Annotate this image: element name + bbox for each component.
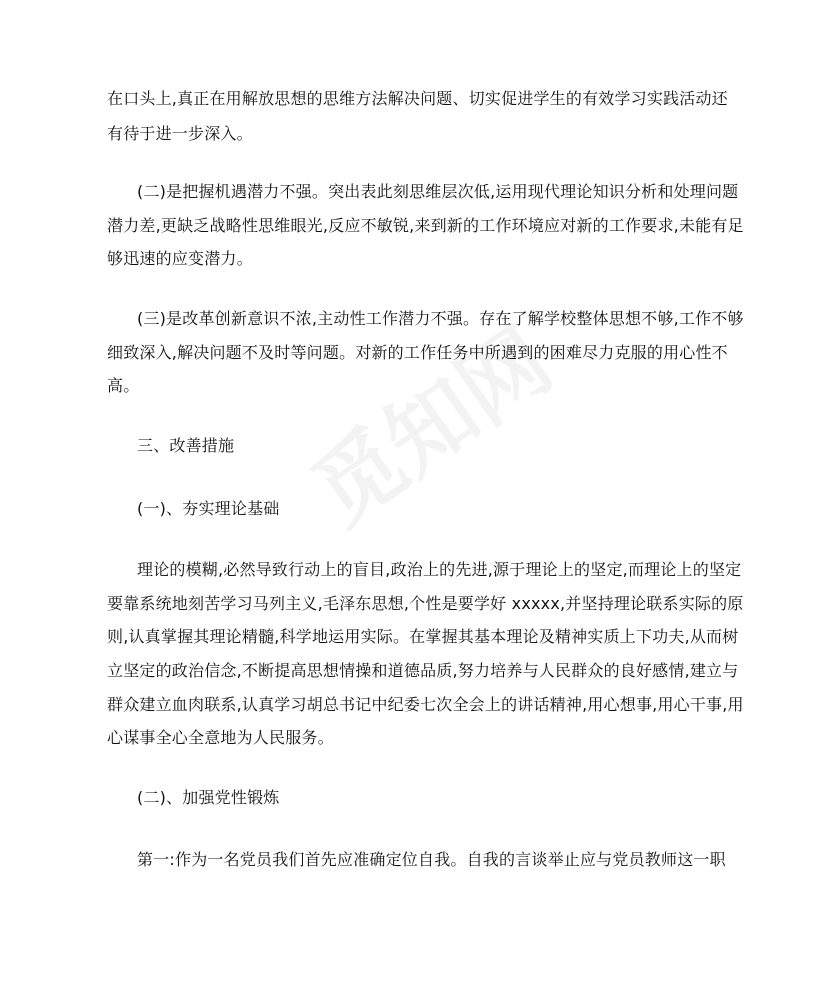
text-line: 在口头上,真正在用解放思想的思维方法解决问题、切实促进学生的有效学习实践活动还 (107, 89, 728, 108)
text-line: 立坚定的政治信念,不断提高思想情操和道德品质,努力培养与人民群众的良好感情,建立与 (107, 661, 739, 680)
text-line: 则,认真掌握其理论精髓,科学地运用实际。在掌握其基本理论及精神实质上下功夫,从而树 (107, 627, 739, 646)
text-line: 群众建立血肉联系,认真学习胡总书记中纪委七次全会上的讲话精神,用心想事,用心干事,用 (107, 695, 744, 714)
text-line: (二)是把握机遇潜力不强。突出表此刻思维层次低,运用现代理论知识分析和处理问题 (137, 182, 739, 201)
text-line: (三)是改革创新意识不浓,主动性工作潜力不强。存在了解学校整体思想不够,工作不够 (137, 309, 744, 328)
text-line: 潜力差,更缺乏战略性思维眼光,反应不敏锐,来到新的工作环境应对新的工作要求,未能有足 (107, 216, 744, 235)
text-line: 高。 (107, 376, 140, 395)
text-line: 细致深入,解决问题不及时等问题。对新的工作任务中所遇到的困难尽力克服的用心性不 (107, 343, 728, 362)
text-line: 要靠系统地刻苦学习马列主义,毛泽东思想,个性是要学好 xxxxx,并坚持理论联系实际的原 (107, 594, 744, 613)
text-line: 够迅速的应变潜力。 (107, 249, 253, 268)
text-line: 心谋事全心全意地为人民服务。 (107, 728, 334, 747)
watermark (284, 296, 566, 543)
subsection-heading: (二)、加强党性锻炼 (137, 788, 280, 807)
section-heading: 三、改善措施 (137, 436, 235, 455)
text-line: 理论的模糊,必然导致行动上的盲目,政治上的先进,源于理论上的坚定,而理论上的坚定 (137, 560, 742, 579)
subsection-heading: (一)、夯实理论基础 (137, 499, 280, 518)
text-line: 有待于进一步深入。 (107, 124, 253, 143)
text-line: 第一:作为一名党员我们首先应准确定位自我。自我的言谈举止应与党员教师这一职 (137, 850, 726, 869)
